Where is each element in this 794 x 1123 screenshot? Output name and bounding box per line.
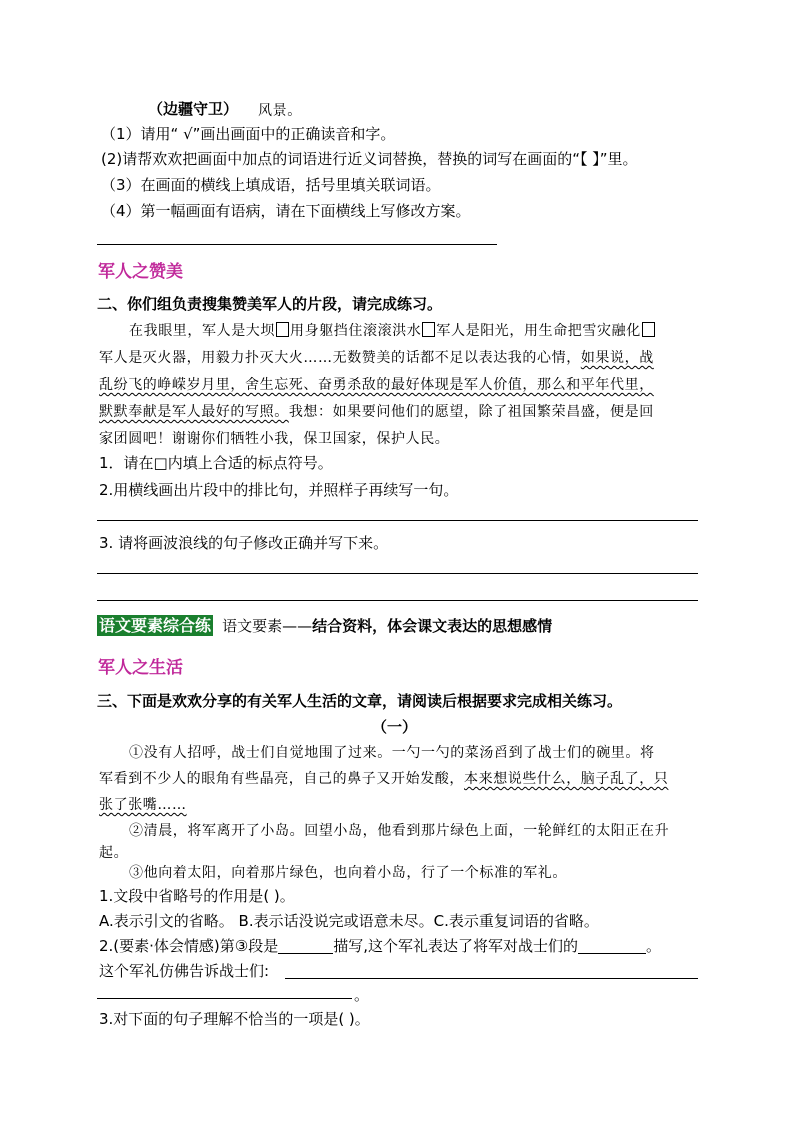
passage-line-4: 默默奉献是军人最好的写照。我想：如果要问他们的愿望，除了祖国繁荣昌盛，便是回 — [99, 404, 654, 420]
section2-question-2: 2.用横线画出片段中的排比句，并照样子再续写一句。 — [99, 481, 459, 499]
article-line-4: ②清晨，将军离开了小岛。回望小岛，他看到那片绿色上面，一轮鲜红的太阳正在升 — [129, 823, 670, 839]
blank-field[interactable] — [578, 937, 646, 954]
passage-line-1: 在我眼里，军人是大坝 用身躯挡住滚滚洪水 军人是阳光，用生命把雪灾融化 — [129, 320, 656, 340]
section2-heading: 二、你们组负责搜集赞美军人的片段，请完成练习。 — [97, 295, 443, 313]
blank-field[interactable] — [278, 937, 333, 954]
answer-line[interactable] — [97, 520, 698, 521]
section2-question-3: 3. 请将画波浪线的句子修改正确并写下来。 — [99, 534, 389, 552]
article-line-1: ①没有人招呼，战士们自觉地围了过来。一勺一勺的菜汤舀到了战士们的碗里。将 — [129, 745, 655, 761]
answer-line[interactable] — [97, 244, 497, 245]
article-line-5: 起。 — [99, 845, 129, 861]
answer-line[interactable] — [285, 978, 698, 979]
answer-line[interactable] — [97, 573, 698, 574]
top-question-2: (2)请帮欢欢把画面中加点的词语进行近义词替换，替换的词写在画面的“【 】”里。 — [101, 150, 638, 168]
section-title-praise: 军人之赞美 — [98, 262, 183, 282]
element-text-bold: 结合资料，体会课文表达的思想感情 — [312, 617, 553, 635]
passage-line-5: 家团圆吧！谢谢你们牺牲小我，保卫国家，保护人民。 — [99, 431, 450, 447]
passage-line-3: 乱纷飞的峥嵘岁月里，舍生忘死、奋勇杀敌的最好体现是军人价值，那么和平年代里， — [99, 377, 654, 393]
section2-question-1: 1．请在□内填上合适的标点符号。 — [99, 454, 333, 472]
section3-question-1-options: A.表示引文的省略。 B.表示话没说完或语意未尽。C.表示重复词语的省略。 — [99, 912, 599, 930]
top-question-4: （4）第一幅画面有语病，请在下面横线上写修改方案。 — [101, 202, 471, 220]
element-banner — [97, 615, 552, 637]
scenery-label: 风景。 — [258, 103, 302, 119]
punctuation-box[interactable] — [422, 322, 435, 337]
article-line-2: 军看到不少人的眼角有些晶亮，自己的鼻子又开始发酸，本来想说些什么，脑子乱了，只 — [99, 771, 669, 787]
part-label: （一） — [372, 718, 418, 736]
section-title-life: 军人之生活 — [98, 658, 183, 678]
element-text-plain: 语文要素—— — [222, 617, 313, 635]
period-mark: 。 — [354, 986, 370, 1004]
border-guard-label: （边疆守卫） — [148, 100, 239, 118]
article-line-6: ③他向着太阳，向着那片绿色，也向着小岛，行了一个标准的军礼。 — [129, 865, 567, 881]
section3-question-2-cont: 这个军礼仿佛告诉战士们: — [99, 962, 270, 980]
punctuation-box[interactable] — [276, 322, 289, 337]
section3-question-3: 3.对下面的句子理解不恰当的一项是( )。 — [99, 1010, 370, 1028]
passage-line-2: 军人是灭火器，用毅力扑灭大火……无数赞美的话都不足以表达我的心情，如果说，战 — [99, 350, 654, 366]
element-tag: 语文要素综合练 — [99, 616, 212, 635]
top-question-3: （3）在画面的横线上填成语，括号里填关联词语。 — [101, 176, 441, 194]
section3-question-2: 2.(要素·体会情感)第③段是 描写,这个军礼表达了将军对战士们的 。 — [99, 937, 662, 955]
answer-line[interactable] — [97, 600, 698, 601]
top-question-1: （1）请用“ √”画出画面中的正确读音和字。 — [101, 125, 396, 143]
section3-question-1: 1.文段中省略号的作用是( )。 — [99, 887, 295, 905]
article-line-3: 张了张嘴…… — [99, 797, 187, 813]
section3-heading: 三、下面是欢欢分享的有关军人生活的文章，请阅读后根据要求完成相关练习。 — [97, 692, 623, 710]
answer-line[interactable] — [97, 998, 352, 999]
punctuation-box[interactable] — [642, 322, 655, 337]
